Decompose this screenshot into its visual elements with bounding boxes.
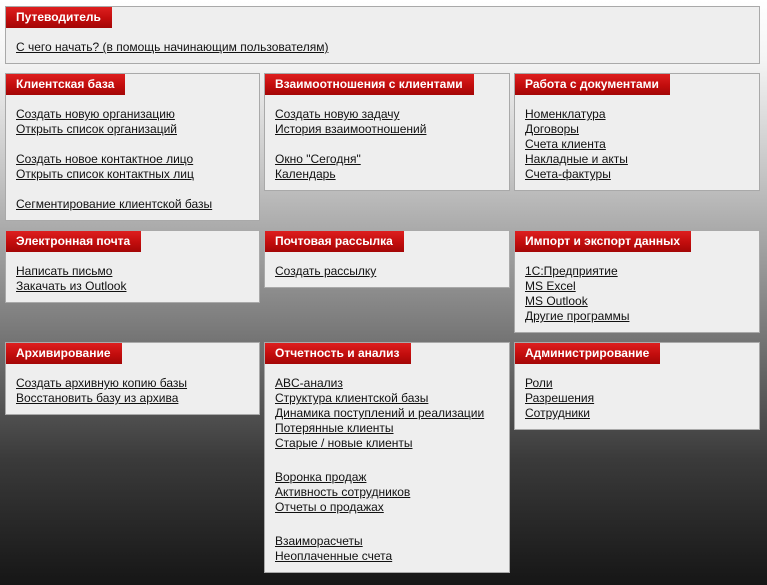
- admin-links: [525, 376, 753, 421]
- documents-panel: [514, 73, 760, 191]
- link-create-task[interactable]: Создать новую задачу: [275, 107, 400, 121]
- reports-links: [275, 376, 503, 564]
- link-1c[interactable]: 1С:Предприятие: [525, 264, 618, 278]
- link-unpaid-invoices[interactable]: Неоплаченные счета: [275, 549, 393, 563]
- mailing-links: [275, 264, 503, 279]
- link-relations-history[interactable]: История взаимоотношений: [275, 122, 427, 136]
- link-sales-funnel[interactable]: Воронка продаж: [275, 470, 367, 484]
- link-tax-invoices[interactable]: Счета-фактуры: [525, 167, 611, 181]
- import-panel: [514, 230, 760, 333]
- link-waybills-acts[interactable]: Накладные и акты: [525, 152, 628, 166]
- link-old-new-clients[interactable]: Старые / новые клиенты: [275, 436, 413, 450]
- spacer: [275, 451, 503, 470]
- relations-links: [275, 107, 503, 182]
- link-income-dynamics[interactable]: Динамика поступлений и реализации: [275, 406, 485, 420]
- guide-panel: [5, 6, 760, 64]
- link-lost-clients[interactable]: Потерянные клиенты: [275, 421, 394, 435]
- link-client-invoices[interactable]: Счета клиента: [525, 137, 606, 151]
- spacer: [16, 137, 253, 152]
- clients-links: [16, 107, 253, 212]
- link-fetch-outlook[interactable]: Закачать из Outlook: [16, 279, 127, 293]
- guide-links: [16, 40, 753, 55]
- import-panel-title: Импорт и экспорт данных: [515, 231, 691, 252]
- link-abc-analysis[interactable]: ABC-анализ: [275, 376, 343, 390]
- link-contracts[interactable]: Договоры: [525, 122, 579, 136]
- admin-panel: [514, 342, 760, 430]
- documents-links: [525, 107, 753, 182]
- link-nomenclature[interactable]: Номенклатура: [525, 107, 606, 121]
- documents-panel-title: Работа с документами: [515, 74, 670, 95]
- link-today-window[interactable]: Окно "Сегодня": [275, 152, 361, 166]
- link-sales-reports[interactable]: Отчеты о продажах: [275, 500, 384, 514]
- archive-links: [16, 376, 253, 406]
- link-ms-excel[interactable]: MS Excel: [525, 279, 576, 293]
- link-other-programs[interactable]: Другие программы: [525, 309, 630, 323]
- email-panel-title: Электронная почта: [6, 231, 141, 252]
- email-panel: [5, 230, 260, 303]
- archive-panel-title: Архивирование: [6, 343, 122, 364]
- email-links: [16, 264, 253, 294]
- link-calendar[interactable]: Календарь: [275, 167, 336, 181]
- link-roles[interactable]: Роли: [525, 376, 553, 390]
- link-client-structure[interactable]: Структура клиентской базы: [275, 391, 429, 405]
- link-open-contacts[interactable]: Открыть список контактных лиц: [16, 167, 194, 181]
- link-settlements[interactable]: Взаиморасчеты: [275, 534, 363, 548]
- link-open-organizations[interactable]: Открыть список организаций: [16, 122, 177, 136]
- mailing-panel-title: Почтовая рассылка: [265, 231, 404, 252]
- link-staff-activity[interactable]: Активность сотрудников: [275, 485, 411, 499]
- link-permissions[interactable]: Разрешения: [525, 391, 595, 405]
- clients-panel: [5, 73, 260, 221]
- link-create-mailing[interactable]: Создать рассылку: [275, 264, 377, 278]
- spacer: [275, 137, 503, 152]
- archive-panel: [5, 342, 260, 415]
- relations-panel-title: Взаимоотношения с клиентами: [265, 74, 474, 95]
- reports-panel-title: Отчетность и анализ: [265, 343, 411, 364]
- admin-panel-title: Администрирование: [515, 343, 660, 364]
- relations-panel: [264, 73, 510, 191]
- link-ms-outlook[interactable]: MS Outlook: [525, 294, 588, 308]
- link-create-organization[interactable]: Создать новую организацию: [16, 107, 175, 121]
- guide-panel-title: Путеводитель: [6, 7, 112, 28]
- clients-panel-title: Клиентская база: [6, 74, 125, 95]
- link-create-backup[interactable]: Создать архивную копию базы: [16, 376, 188, 390]
- link-segmentation[interactable]: Сегментирование клиентской базы: [16, 197, 213, 211]
- spacer: [275, 515, 503, 534]
- mailing-panel: [264, 230, 510, 288]
- link-employees[interactable]: Сотрудники: [525, 406, 590, 420]
- link-write-letter[interactable]: Написать письмо: [16, 264, 113, 278]
- spacer: [16, 182, 253, 197]
- reports-panel: [264, 342, 510, 573]
- link-restore-backup[interactable]: Восстановить базу из архива: [16, 391, 179, 405]
- link-create-contact[interactable]: Создать новое контактное лицо: [16, 152, 194, 166]
- import-links: [525, 264, 753, 324]
- link-getting-started[interactable]: С чего начать? (в помощь начинающим пользователям): [16, 40, 329, 54]
